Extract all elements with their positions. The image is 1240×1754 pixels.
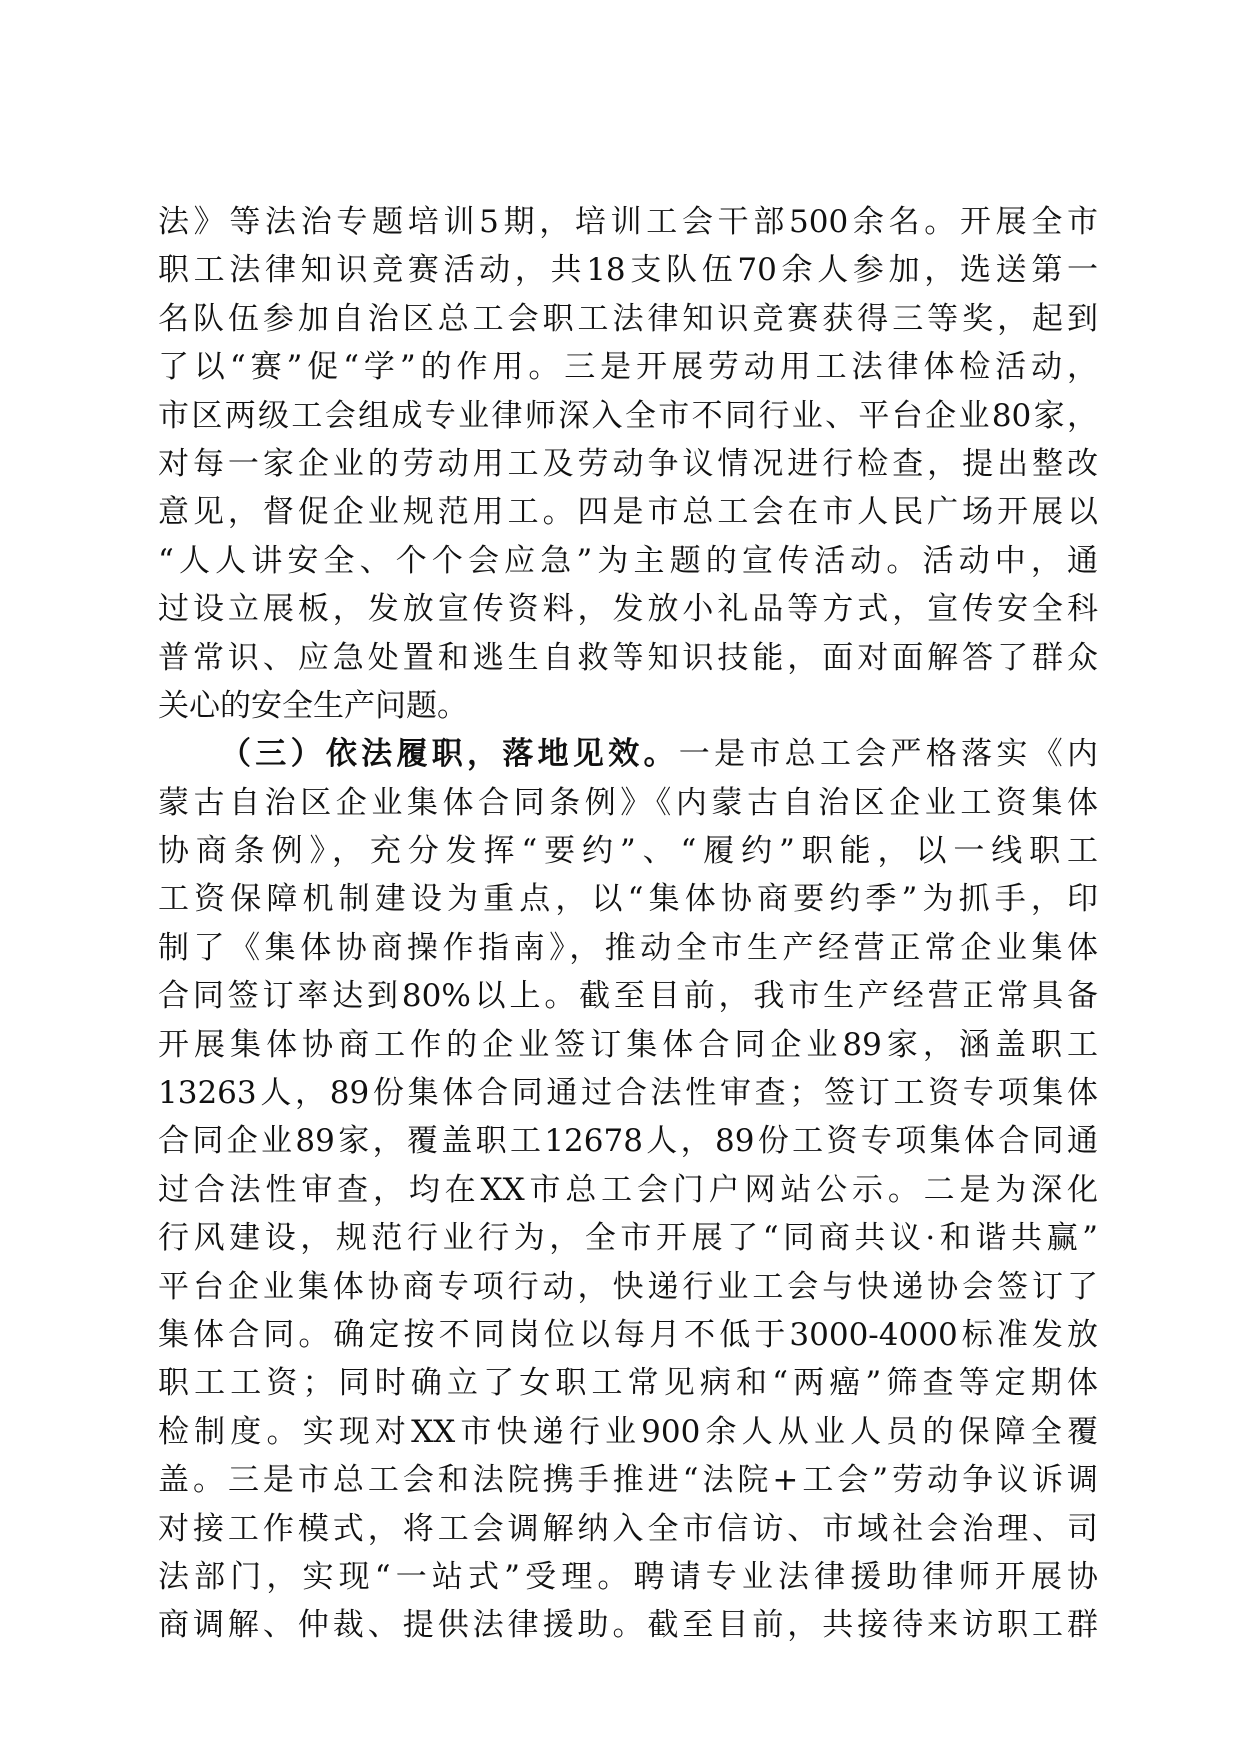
- document-body: [158, 198, 1098, 1650]
- body-line: 市区两级工会组成专业律师深入全市不同行业、平台企业80家，: [158, 397, 1098, 434]
- section-line: 商调解、仲裁、提供法律援助。截至目前，共接待来访职工群: [158, 1607, 1098, 1644]
- body-line: 了以“赛”促“学”的作用。三是开展劳动用工法律体检活动，: [158, 349, 1098, 386]
- body-line: 关心的安全生产问题。: [158, 687, 468, 724]
- section-line: 对接工作模式，将工会调解纳入全市信访、市域社会治理、司: [158, 1510, 1098, 1547]
- body-line: 意见，督促企业规范用工。四是市总工会在市人民广场开展以: [158, 494, 1098, 531]
- section-first-line: [158, 730, 1098, 778]
- section-line: 开展集体协商工作的企业签订集体合同企业89家，涵盖职工: [158, 1026, 1098, 1063]
- body-line: “人人讲安全、个个会应急”为主题的宣传活动。活动中，通: [158, 542, 1098, 579]
- body-line: 对每一家企业的劳动用工及劳动争议情况进行检查，提出整改: [158, 445, 1098, 482]
- section-line: 平台企业集体协商专项行动，快递行业工会与快递协会签订了: [158, 1268, 1098, 1305]
- section-line: 行风建设，规范行业行为，全市开展了“同商共议·和谐共赢”: [158, 1220, 1098, 1257]
- body-line: 职工法律知识竞赛活动，共18支队伍70余人参加，选送第一: [158, 252, 1098, 289]
- section-line: 过合法性审查，均在XX市总工会门户网站公示。二是为深化: [158, 1171, 1098, 1208]
- body-line: 法》等法治专题培训5期，培训工会干部500余名。开展全市: [158, 204, 1098, 240]
- body-line: 过设立展板，发放宣传资料，发放小礼品等方式，宣传安全科: [158, 591, 1098, 628]
- section-line: 蒙古自治区企业集体合同条例》《内蒙古自治区企业工资集体: [158, 784, 1098, 821]
- section-line: 工资保障机制建设为重点，以“集体协商要约季”为抓手，印: [158, 881, 1098, 918]
- section-first-line-text: 一是市总工会严格落实《内: [678, 736, 1099, 773]
- section-line: 职工工资；同时确立了女职工常见病和“两癌”筛查等定期体: [158, 1365, 1098, 1402]
- section-line: 合同签订率达到80%以上。截至目前，我市生产经营正常具备: [158, 978, 1098, 1015]
- section-line: 13263人，89份集体合同通过合法性审查；签订工资专项集体: [158, 1075, 1098, 1112]
- body-line: 名队伍参加自治区总工会职工法律知识竞赛获得三等奖，起到: [158, 300, 1098, 337]
- section-line: 合同企业89家，覆盖职工12678人，89份工资专项集体合同通: [158, 1123, 1098, 1160]
- section-line: 制了《集体协商操作指南》，推动全市生产经营正常企业集体: [158, 929, 1098, 966]
- section-line: 集体合同。确定按不同岗位以每月不低于3000-4000标准发放: [158, 1316, 1098, 1353]
- section-heading: （三）依法履职，落地见效。: [220, 736, 679, 773]
- body-line: 普常识、应急处置和逃生自救等知识技能，面对面解答了群众: [158, 639, 1098, 676]
- section-line: 检制度。实现对XX市快递行业900余人从业人员的保障全覆: [158, 1413, 1098, 1450]
- section-line: 盖。三是市总工会和法院携手推进“法院+工会”劳动争议诉调: [158, 1462, 1098, 1499]
- section-line: 协商条例》，充分发挥“要约”、“履约”职能，以一线职工: [158, 833, 1098, 870]
- section-line: 法部门，实现“一站式”受理。聘请专业法律援助律师开展协: [158, 1558, 1098, 1595]
